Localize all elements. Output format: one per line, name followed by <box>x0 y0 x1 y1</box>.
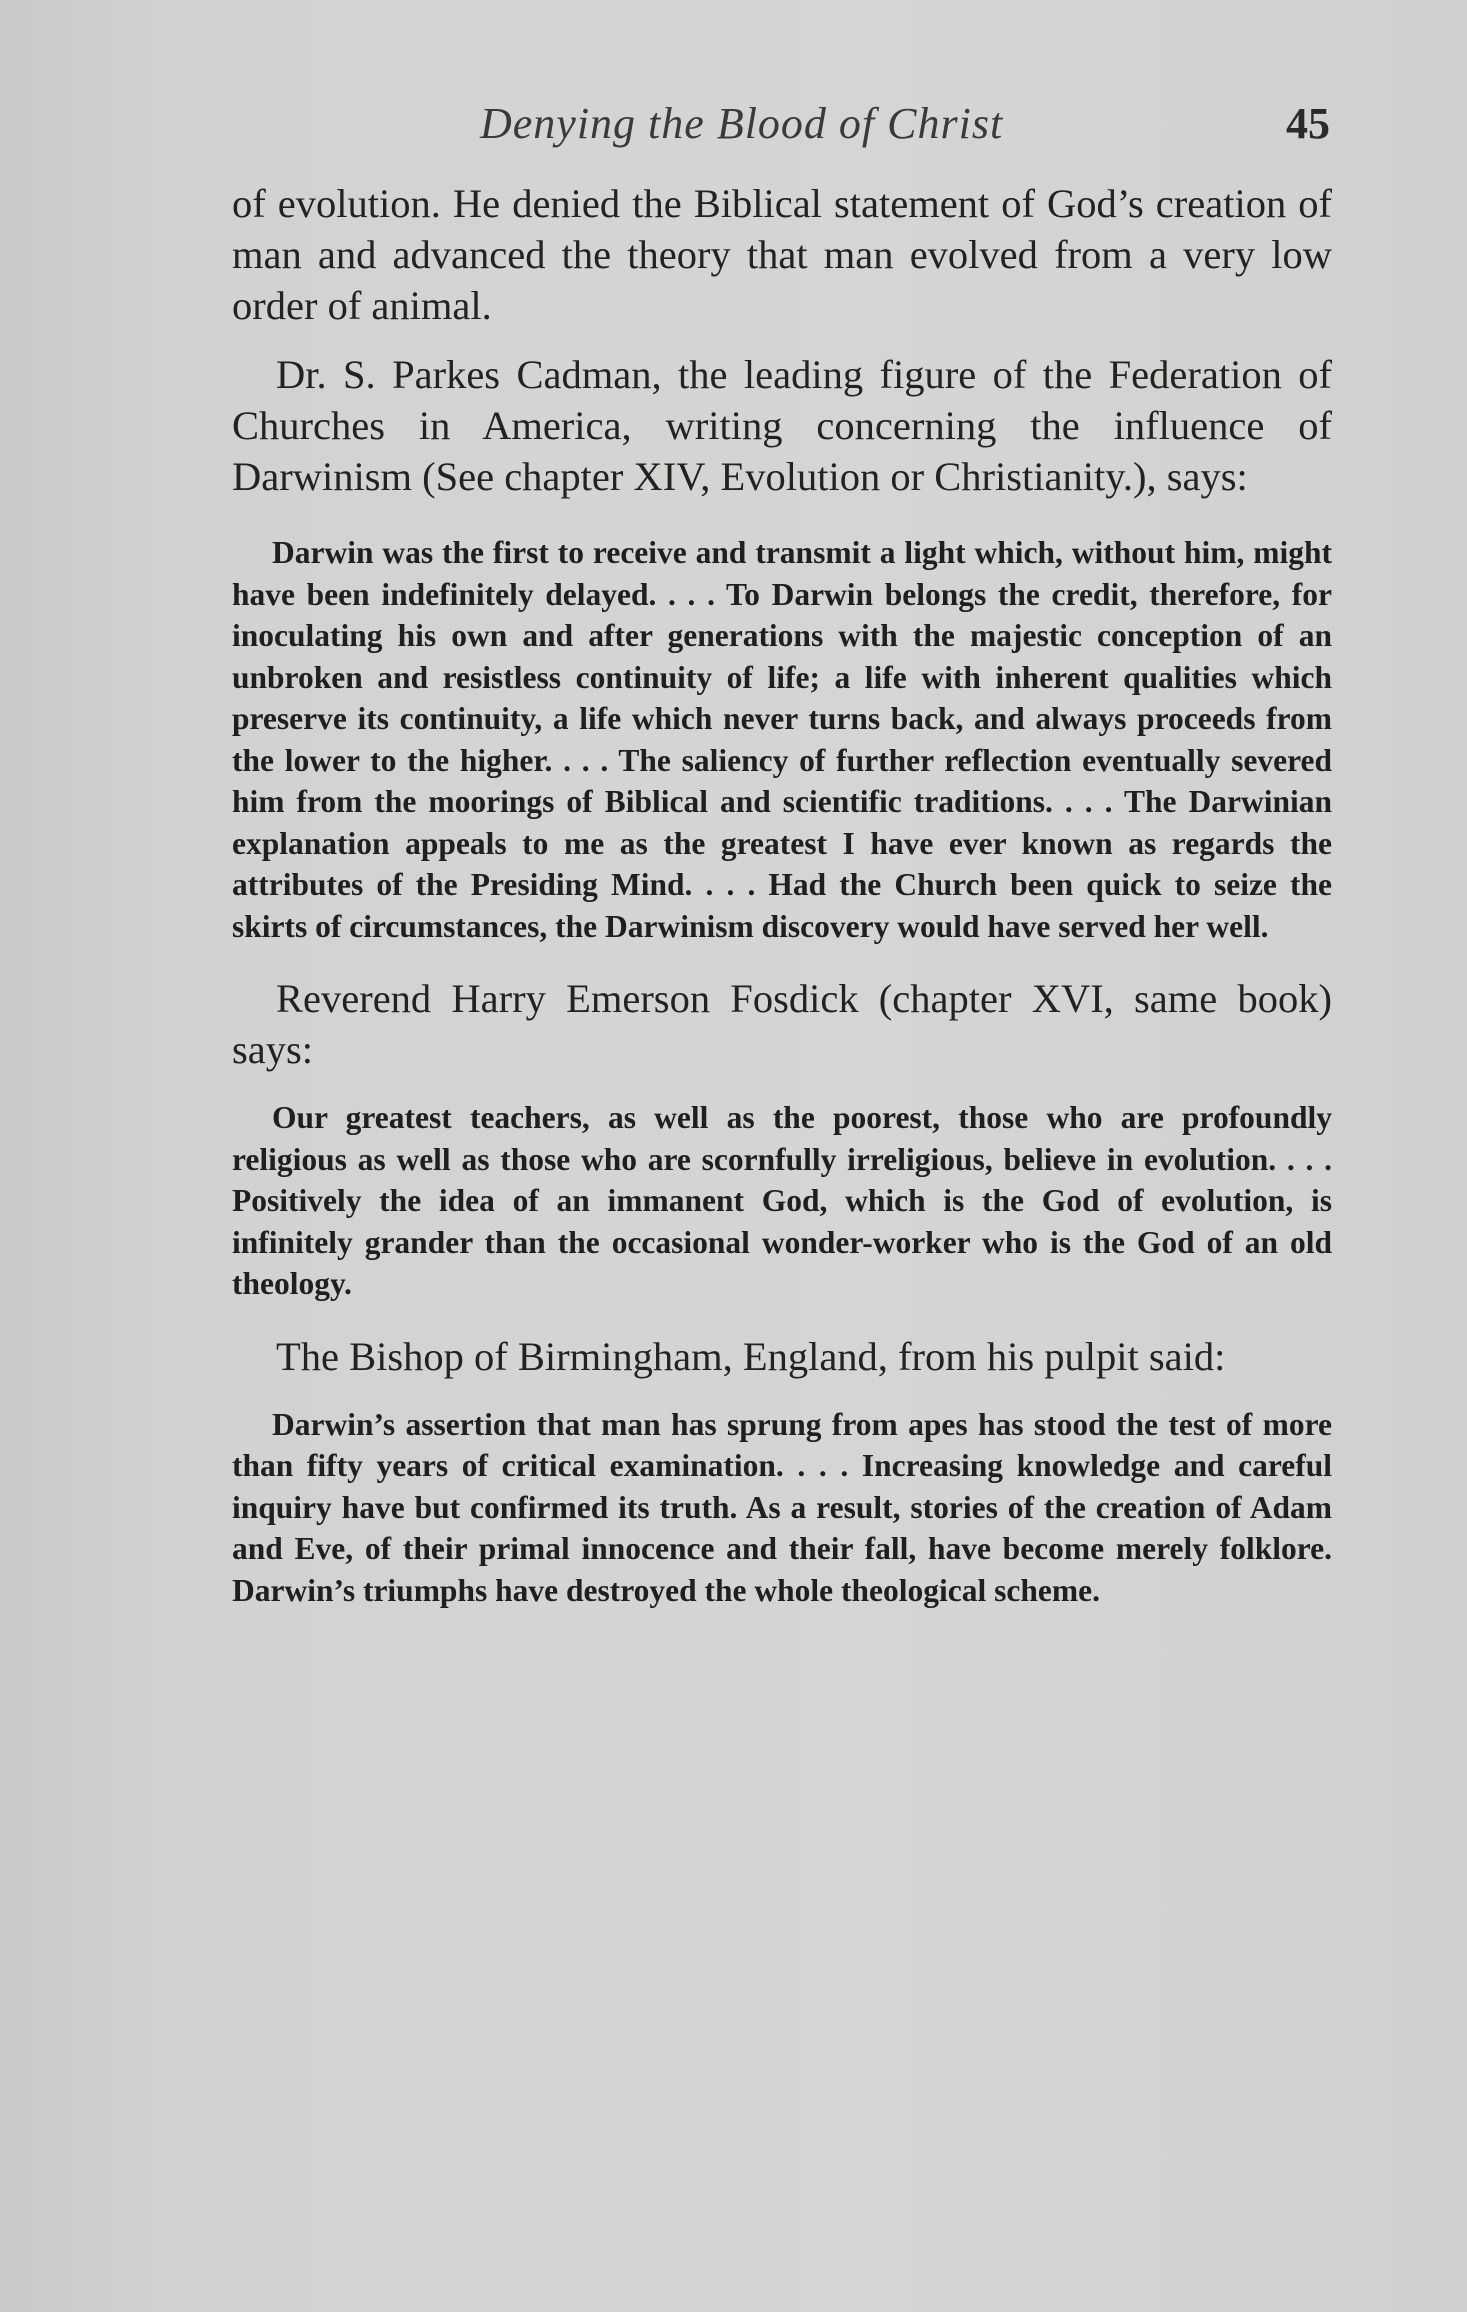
block-quote-fosdick: Our greatest teachers, as well as the poorest, those who are profoundly religious as well as those who are scornfully irreligious, believe in evolution. . . . Positively the idea of an immanent God, which is the God of evolution, is infinitely grander than the occasional wonder-worker who is the God of an old theology. <box>232 1100 1332 1301</box>
running-title: Denying the Blood of Christ <box>480 99 1004 148</box>
paragraph-cadman-intro: Dr. S. Parkes Cadman, the leading figure of the Federation of Churches in America, writing concerning the influence of Darwinism (See chapter XIV, Evolution or Christianity.), says: <box>232 352 1332 499</box>
paragraph-fosdick-intro: Reverend Harry Emerson Fosdick (chapter XVI, same book) says: <box>232 976 1332 1072</box>
block-quote-cadman: Darwin was the first to receive and transmit a light which, without him, might have been indefinitely delayed. . . . To Darwin belongs the credit, therefore, for inoculating his own and after generations with the majestic conception of an unbroken and resistless continuity of life; a life with inherent qualities which preserve its continuity, a life which never turns back, and always proceeds from the lower to the higher. . . . The saliency of further reflection eventually severed him from the moorings of Biblical and scientific traditions. . . . The Darwinian explanation appeals to me as the greatest I have ever known as regards the attributes of the Presiding Mind. . . . Had the Church been quick to seize the skirts of circumstances, the Darwinism discovery would have served her well. <box>232 535 1332 944</box>
block-quote-bishop: Darwin’s assertion that man has sprung from apes has stood the test of more than fifty years of critical examination. . . . Increasing knowledge and careful inquiry have but confirmed its truth. As a result, stories of the creation of Adam and Eve, of their primal innocence and their fall, have become merely folklore. Darwin’s triumphs have destroyed the whole theological scheme. <box>232 1406 1332 1608</box>
running-head <box>230 98 1330 158</box>
page-number: 45 <box>1286 99 1330 148</box>
page-body <box>232 178 1332 1637</box>
paragraph-bishop-intro: The Bishop of Birmingham, England, from his pulpit said: <box>276 1333 1226 1379</box>
paragraph-evolution-continued: of evolution. He denied the Biblical statement of God’s creation of man and advanced the theory that man evolved from a very low order of animal. <box>232 181 1332 328</box>
